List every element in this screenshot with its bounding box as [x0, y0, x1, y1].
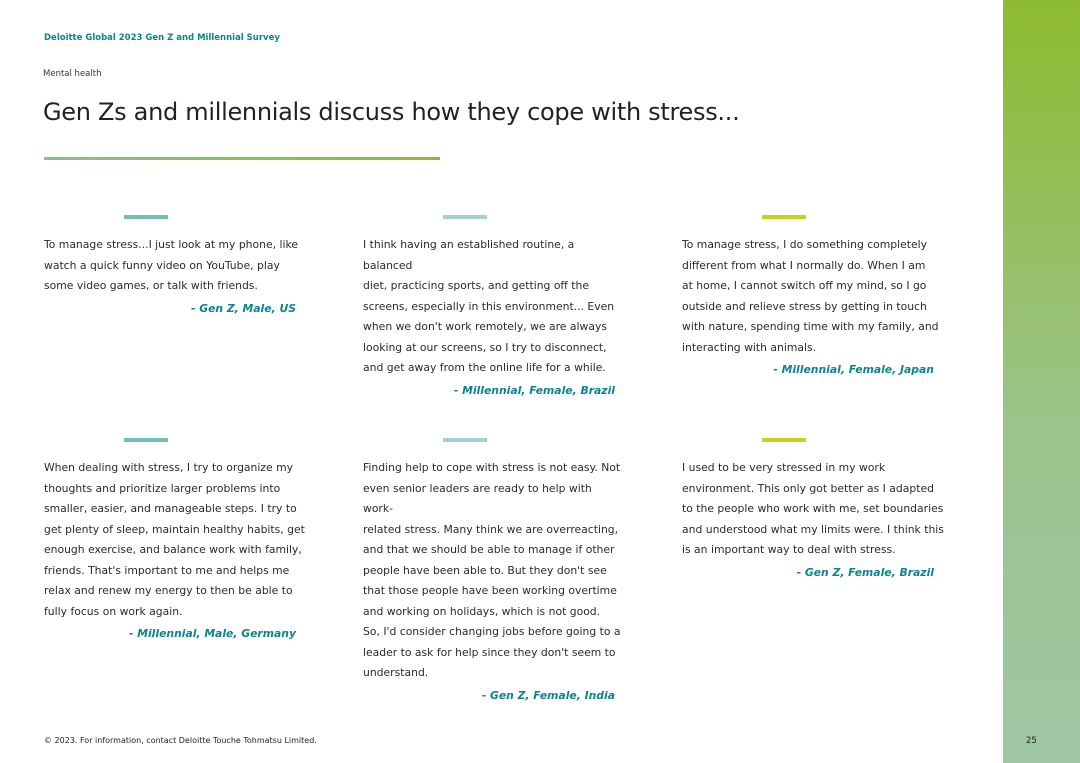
footer-copyright: © 2023. For information, contact Deloitte Touche Tohmatsu Limited. — [44, 736, 317, 745]
page-title: Gen Zs and millennials discuss how they cope with stress... — [43, 98, 740, 126]
quote-accent-bar — [124, 438, 168, 442]
quote-line: and working on holidays, which is not good. — [363, 604, 601, 618]
section-label: Mental health — [43, 69, 102, 79]
quote-line: To manage stress, I do something completely — [682, 238, 928, 251]
quote-line: and that we should be able to manage if other — [363, 543, 615, 556]
quote-line: Finding help to cope with stress is not easy. Not — [363, 461, 621, 474]
title-divider — [44, 157, 440, 160]
quote-line: enough exercise, and balance work with family, — [44, 543, 302, 556]
quote-line: looking at our screens, so I try to disconnect, — [363, 340, 607, 354]
quote-line: smaller, easier, and manageable steps. I try to — [44, 502, 297, 515]
quote-line: that those people have been working overtime — [363, 584, 617, 597]
quote-line: at home, I cannot switch off my mind, so I go — [682, 279, 927, 292]
quote-line: leader to ask for help since they don't seem to — [363, 645, 616, 659]
quote-line: with nature, spending time with my family, and — [682, 320, 939, 333]
quote-line: some video games, or talk with friends. — [44, 279, 258, 292]
quote-line: friends. That's important to me and helps me — [44, 563, 290, 577]
quote-line: diet, practicing sports, and getting off the — [363, 279, 590, 292]
quote-line: outside and relieve stress by getting in touch — [682, 299, 927, 313]
quote-line: watch a quick funny video on YouTube, play — [44, 258, 280, 272]
quote-attribution: - Millennial, Male, Germany — [128, 627, 296, 640]
quote-attribution: - Gen Z, Male, US — [190, 301, 296, 315]
quote-line: fully focus on work again. — [44, 604, 183, 618]
quote-attribution: - Millennial, Female, Brazil — [453, 383, 615, 397]
quote-accent-bar — [762, 215, 806, 219]
quote-block — [682, 458, 944, 583]
quote-line: related stress. Many think we are overreacting, — [363, 522, 619, 536]
quote-attribution: - Gen Z, Female, India — [481, 688, 615, 702]
quote-accent-bar — [762, 438, 806, 442]
quote-block — [44, 235, 306, 319]
decorative-side-strip — [1003, 0, 1080, 763]
quote-line: understand. — [363, 666, 429, 679]
quote-line: and get away from the online life for a while. — [363, 361, 606, 374]
quote-line: To manage stress...I just look at my phone, like — [44, 238, 298, 251]
quote-line: is an important way to deal with stress. — [682, 543, 896, 556]
quote-line: When dealing with stress, I try to organize my — [44, 461, 294, 474]
quote-line: relax and renew my energy to then be able to — [44, 584, 293, 597]
quote-line: get plenty of sleep, maintain healthy habits, get — [44, 522, 305, 536]
quote-accent-bar — [443, 438, 487, 442]
quote-attribution: - Millennial, Female, Japan — [773, 363, 934, 376]
quote-line: thoughts and prioritize larger problems into — [44, 481, 281, 495]
quote-line: to the people who work with me, set boundaries — [682, 502, 944, 515]
quote-line: people have been able to. But they don't see — [363, 563, 607, 577]
quote-line: So, I'd consider changing jobs before going to a — [363, 625, 621, 638]
quote-block — [682, 235, 944, 380]
quote-block — [363, 458, 625, 706]
quote-line: environment. This only got better as I adapted — [682, 481, 934, 495]
quote-accent-bar — [124, 215, 168, 219]
quote-line: I used to be very stressed in my work — [682, 461, 886, 474]
quote-accent-bar — [443, 215, 487, 219]
quote-line: when we don't work remotely, we are always — [363, 320, 607, 333]
survey-name: Deloitte Global 2023 Gen Z and Millennial Survey — [44, 33, 280, 43]
quote-line: interacting with animals. — [682, 340, 817, 354]
quote-line: and understood what my limits were. I think this — [682, 522, 944, 536]
quote-block — [363, 235, 625, 401]
quote-attribution: - Gen Z, Female, Brazil — [796, 565, 934, 579]
quote-line: even senior leaders are ready to help with work- — [363, 481, 592, 515]
quote-line: different from what I normally do. When I am — [682, 258, 926, 272]
quote-line: screens, especially in this environment... Even — [363, 299, 615, 313]
quote-block — [44, 458, 306, 644]
quote-line: I think having an established routine, a balanced — [363, 238, 575, 272]
page-number: 25 — [1026, 736, 1037, 746]
